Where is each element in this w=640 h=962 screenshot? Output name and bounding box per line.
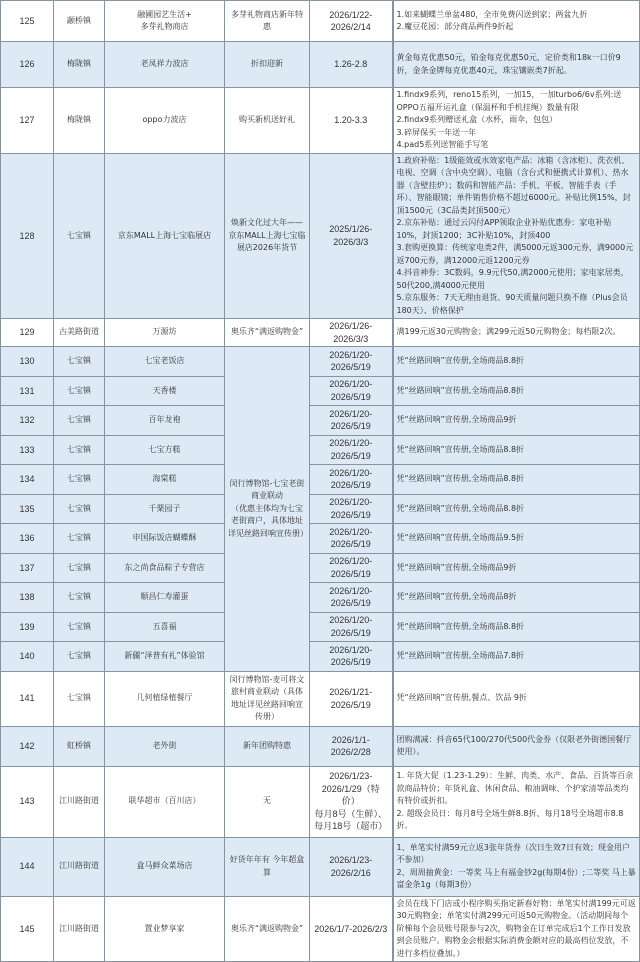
table-row — [1, 435, 640, 465]
detail-cell: 凭“丝路回响”宣传册,全场商品8.8折 — [393, 612, 640, 642]
date-cell: 2026/1/20-2026/5/19 — [310, 406, 393, 436]
row-number: 142 — [1, 726, 54, 766]
activity-cell: 好货年年有 今年超盒算 — [225, 837, 310, 896]
date-cell: 1.20-3.3 — [310, 88, 393, 154]
detail-cell: 凭“丝路回响”宣传册,全场商品8.8折 — [393, 347, 640, 377]
store-cell: 联华超市（百川店） — [105, 766, 225, 837]
detail-cell: 凭“丝路回响”宣传册,全场商品8折 — [393, 583, 640, 613]
store-cell: 七宝方糕 — [105, 435, 225, 465]
activity-cell: 奥乐齐“满返购物金” — [225, 896, 310, 962]
store-cell: 五喜福 — [105, 612, 225, 642]
store-cell: 东之尚食品粽子专营店 — [105, 553, 225, 583]
date-cell: 2026/1/20-2026/5/19 — [310, 642, 393, 672]
row-number: 132 — [1, 406, 54, 436]
table-row — [1, 766, 640, 837]
table-row — [1, 465, 640, 495]
town-cell: 七宝镇 — [54, 642, 105, 672]
table-row — [1, 726, 640, 766]
store-cell: 老凤祥力波店 — [105, 42, 225, 88]
row-number: 136 — [1, 524, 54, 554]
date-cell: 2026/1/21-2026/5/19 — [310, 671, 393, 726]
activity-cell: 多芽礼物商店新年特惠 — [225, 1, 310, 42]
row-number: 143 — [1, 766, 54, 837]
town-cell: 七宝镇 — [54, 376, 105, 406]
date-cell: 2026/1/1-2026/2/28 — [310, 726, 393, 766]
table-row — [1, 524, 640, 554]
store-cell: 融圃园艺生活+ 多芽礼物商店 — [105, 1, 225, 42]
store-cell: 京东MALL上海七宝临展店 — [105, 153, 225, 319]
date-cell: 2026/1/20-2026/5/19 — [310, 494, 393, 524]
detail-cell: 凭“丝路回响”宣传册,全场商品8.8折 — [393, 376, 640, 406]
town-cell: 七宝镇 — [54, 406, 105, 436]
table-row — [1, 42, 640, 88]
table-row — [1, 494, 640, 524]
detail-cell: 1.政府补贴：1级能效或水效家电产品：冰箱（含冰柜）、洗衣机、电视、空调（含中央空调）、电脑（含台式和便携式计算机）、热水器（含壁挂炉）；数码和智能产品：手机、平板、智能手表（手环）、智能眼镜；单件销售价格不超过6000元。补贴比例15%，封顶1500元（3C品类封顶500元） 2.京东补贴：通过云闪付APP领取企业补贴优惠券：家电补贴10%，封顶1200；3C补贴10%，封顶400 3.套购更换算：传统家电类2件，满5000元返300元券，满9000元返700元券，满12000元返1200元券 4.抖音神券：3C数码，9.9元代50,满2000元使用；家电家居类，50代200,满4000元使用 5.京东服务：7天无理由退货、90天质量问题只换不修（Plus会员180天）、价格保护 — [393, 153, 640, 319]
table-row — [1, 553, 640, 583]
date-cell: 1.26-2.8 — [310, 42, 393, 88]
table-row — [1, 153, 640, 319]
store-cell: 百年龙袍 — [105, 406, 225, 436]
activity-cell: 闵行博物馆-麦可将文旅村商业联动（具体地址详见丝路回响宣传册） — [225, 671, 310, 726]
town-cell: 七宝镇 — [54, 435, 105, 465]
row-number: 135 — [1, 494, 54, 524]
store-cell: 万源坊 — [105, 319, 225, 347]
store-cell: oppo力波店 — [105, 88, 225, 154]
detail-cell: 凭“丝路回响”宣传册,餐点、饮品 9折 — [393, 671, 640, 726]
town-cell: 七宝镇 — [54, 612, 105, 642]
detail-cell: 凭“丝路回响”宣传册,全场商品7.8折 — [393, 642, 640, 672]
table-row — [1, 406, 640, 436]
date-cell: 2026/1/20-2026/5/19 — [310, 524, 393, 554]
row-number: 133 — [1, 435, 54, 465]
store-cell: 申国际饭店蝴蝶酥 — [105, 524, 225, 554]
detail-cell: 黄金每克优惠50元，铂金每克优惠50元，定价类和18k一口价9折，金条金牌每克优惠40元，珠宝镶嵌类7折起。 — [393, 42, 640, 88]
detail-cell: 1.如来蝴蝶兰单盆480，全市免费闪送到家；两盆九折 2.魔豆花园：部分商品两件9折起 — [393, 1, 640, 42]
table-row — [1, 376, 640, 406]
row-number: 137 — [1, 553, 54, 583]
detail-cell: 1. 年货大促（1.23-1.29）：生鲜、肉类、水产、食品、百货等百余款商品特价；年货礼盒、休闲食品、粮油调味、个护家清等品类均有特价或折扣。 2. 超级会员日：每月8号全场生鲜8.8折、每月18号全场超市8.8折。 — [393, 766, 640, 837]
store-cell: 置业梦享家 — [105, 896, 225, 962]
detail-cell: 凭“丝路回响”宣传册,全场商品8.8折 — [393, 494, 640, 524]
date-cell: 2026/1/20-2026/5/19 — [310, 583, 393, 613]
row-number: 140 — [1, 642, 54, 672]
row-number: 139 — [1, 612, 54, 642]
town-cell: 七宝镇 — [54, 583, 105, 613]
row-number: 129 — [1, 319, 54, 347]
table-row — [1, 583, 640, 613]
store-cell: 千栗园子 — [105, 494, 225, 524]
store-cell: 顺昌仁寿灌蛋 — [105, 583, 225, 613]
row-number: 128 — [1, 153, 54, 319]
table-row — [1, 347, 640, 377]
detail-cell: 凭“丝路回响”宣传册,全场商品9.5折 — [393, 524, 640, 554]
activity-cell-merged: 闵行博物馆-七宝老街商业联动 （优惠主体均为七宝老街商户，具体地址详见丝路回响宣传册） — [225, 347, 310, 672]
activity-cell: 购买新机送好礼 — [225, 88, 310, 154]
detail-cell: 满199元返30元购物金；满299元返50元购物金；每档限2次。 — [393, 319, 640, 347]
row-number: 138 — [1, 583, 54, 613]
store-cell: 天香楼 — [105, 376, 225, 406]
detail-cell: 团购满减：抖音65代100/270代500代金券（仅限老外街德国餐厅使用）。 — [393, 726, 640, 766]
row-number: 126 — [1, 42, 54, 88]
town-cell: 颛桥镇 — [54, 1, 105, 42]
activity-cell: 无 — [225, 766, 310, 837]
date-cell: 2026/1/20-2026/5/19 — [310, 435, 393, 465]
date-cell: 2026/1/20-2026/5/19 — [310, 465, 393, 495]
town-cell: 七宝镇 — [54, 524, 105, 554]
activity-cell: 奥乐齐“满返购物金” — [225, 319, 310, 347]
detail-cell: 会员在线下门店或小程序购买指定新春好物：单笔实付满199元可返30元购物金；单笔实付满299元可返50元购物金。（活动期间每个阶梯每个会员账号限参与2次，购物金在订单完成后1个工作日发放到会员账户。购物金会根据实际消费金额对应的最高档位发放，不进行多档位叠加。） — [393, 896, 640, 962]
town-cell: 七宝镇 — [54, 465, 105, 495]
row-number: 144 — [1, 837, 54, 896]
date-cell: 2026/1/20-2026/5/19 — [310, 376, 393, 406]
detail-cell: 凭“丝路回响”宣传册,全场商品9折 — [393, 406, 640, 436]
row-number: 127 — [1, 88, 54, 154]
date-cell: 2026/1/26-2026/3/3 — [310, 319, 393, 347]
table-row — [1, 671, 640, 726]
date-cell: 2026/1/23-2026/1/29（特价） 每月8号（生鲜）、每月18号（超市） — [310, 766, 393, 837]
table-row — [1, 612, 640, 642]
date-cell: 2026/1/7-2026/2/3 — [310, 896, 393, 962]
town-cell: 古美路街道 — [54, 319, 105, 347]
date-cell: 2026/1/20-2026/5/19 — [310, 553, 393, 583]
detail-cell: 凭“丝路回响”宣传册,全场商品8.8折 — [393, 465, 640, 495]
town-cell: 梅陇镇 — [54, 88, 105, 154]
row-number: 131 — [1, 376, 54, 406]
store-cell: 海棠糕 — [105, 465, 225, 495]
store-cell: 七宝老饭店 — [105, 347, 225, 377]
town-cell: 江川路街道 — [54, 766, 105, 837]
town-cell: 梅陇镇 — [54, 42, 105, 88]
town-cell: 七宝镇 — [54, 347, 105, 377]
row-number: 130 — [1, 347, 54, 377]
detail-cell: 1.findx9系列，reno15系列，一加15，一加turbo6/6v系列:送OPPO五福开运礼盒（保温杯和手机挂绳）数量有限 2.findx9系列赠送礼盒（水杯，雨伞，包包） 3.碎屏保买一年送一年 4.pad5系列送智能手写笔 — [393, 88, 640, 154]
detail-cell: 1、单笔实付满59元立返3张年货券（次日生效7日有效；现金用户不参加） 2、周周抽黄金：一等奖 马上有福金钞2g(每期4份）;二等奖 马上暴富金条1g（每期3份） — [393, 837, 640, 896]
store-cell: 老外街 — [105, 726, 225, 766]
row-number: 141 — [1, 671, 54, 726]
activity-cell: 焕新文化过大年——京东MALL上海七宝临展店2026年货节 — [225, 153, 310, 319]
table-row — [1, 319, 640, 347]
date-cell: 2026/1/20-2026/5/19 — [310, 347, 393, 377]
table-row — [1, 1, 640, 42]
date-cell: 2025/1/26-2026/3/3 — [310, 153, 393, 319]
town-cell: 七宝镇 — [54, 671, 105, 726]
date-cell: 2026/1/20-2026/5/19 — [310, 612, 393, 642]
town-cell: 七宝镇 — [54, 494, 105, 524]
table-row — [1, 896, 640, 962]
detail-cell: 凭“丝路回响”宣传册,全场商品8.8折 — [393, 435, 640, 465]
town-cell: 江川路街道 — [54, 896, 105, 962]
date-cell: 2026/1/23-2026/2/16 — [310, 837, 393, 896]
store-cell: 几何植绿植餐厅 — [105, 671, 225, 726]
detail-cell: 凭“丝路回响”宣传册,全场商品9折 — [393, 553, 640, 583]
table-row — [1, 88, 640, 154]
activity-cell: 折扣迎新 — [225, 42, 310, 88]
town-cell: 江川路街道 — [54, 837, 105, 896]
row-number: 134 — [1, 465, 54, 495]
row-number: 125 — [1, 1, 54, 42]
town-cell: 虹桥镇 — [54, 726, 105, 766]
table-row — [1, 837, 640, 896]
date-cell: 2026/1/22-2026/2/14 — [310, 1, 393, 42]
activity-cell: 新年团购特惠 — [225, 726, 310, 766]
row-number: 145 — [1, 896, 54, 962]
town-cell: 七宝镇 — [54, 553, 105, 583]
store-cell: 盒马鲜众菜场店 — [105, 837, 225, 896]
town-cell: 七宝镇 — [54, 153, 105, 319]
table-row — [1, 642, 640, 672]
store-cell: 新疆“泽普有礼”体验馆 — [105, 642, 225, 672]
